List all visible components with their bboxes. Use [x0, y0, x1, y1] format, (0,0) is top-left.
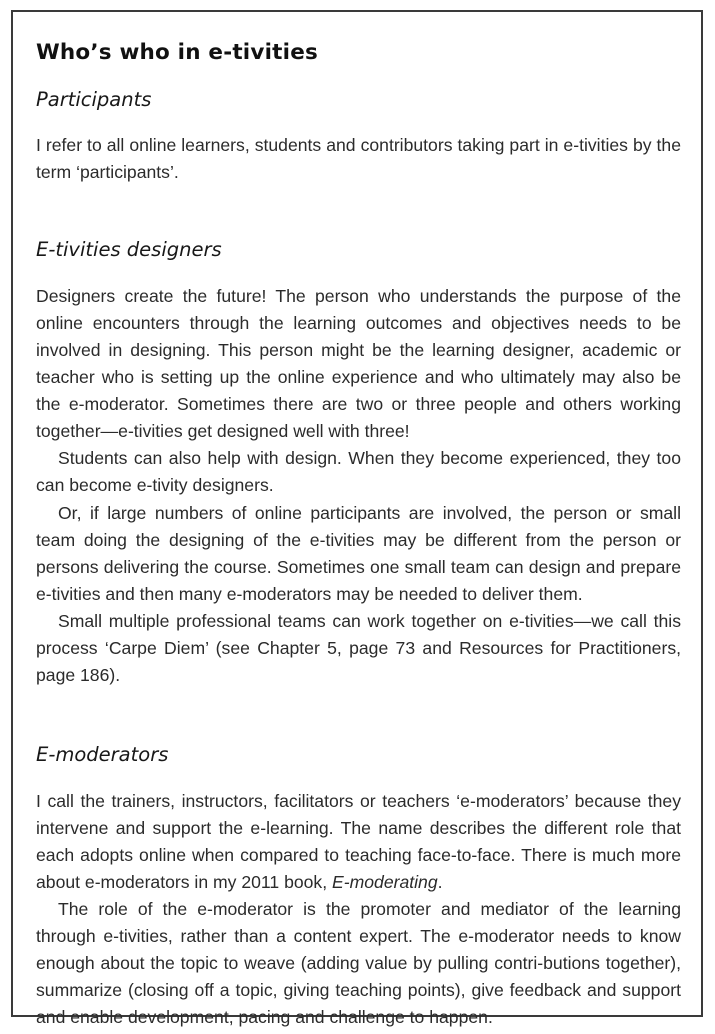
paragraph: The role of the e-moderator is the promoter and mediator of the learning through e-tivities, rather than a content expert. The e-moderator needs to know enough about the topic to weave (adding value by pulling contri-butions together), summarize (closing off a topic, giving teaching points), give feedback and support and enable development, pacing and challenge to happen. [36, 898, 681, 1028]
section-heading-etivities-designers: E-tivities designers [36, 238, 222, 262]
paragraph-text: I call the trainers, instructors, facilitators or teachers ‘e-moderators’ because they intervene and support the e-learning. The name describes the different role that each adopts online when compared to teaching face-to-face. There is much more about e-moderators in my 2011 book, [36, 790, 681, 892]
section-heading-emoderators: E-moderators [36, 743, 169, 767]
paragraph: Designers create the future! The person who understands the purpose of the online encounters through the learning outcomes and objectives needs to be involved in designing. This person might be the learning designer, academic or teacher who is setting up the online experience and who ultimately may also be the e-moderator. Sometimes there are two or three people and others working together—e-tivities get designed well with three! [36, 285, 681, 442]
page-frame [11, 10, 703, 1028]
sentence-terminator: . [437, 871, 443, 892]
paragraph: Small multiple professional teams can work together on e-tivities—we call this process ‘Carpe Diem’ (see Chapter 5, page 73 and Resources for Practitioners, page 186). [36, 610, 681, 686]
paragraph: Students can also help with design. When they become experienced, they too can become e-tivity designers. [36, 448, 681, 496]
paragraph: I refer to all online learners, students and contributors taking part in e-tivities by the term ‘participants’. [36, 135, 681, 183]
page-body [13, 12, 701, 1031]
section-heading-participants: Participants [36, 87, 152, 111]
book-title-italic: E-moderating [332, 871, 438, 892]
page-title: Who’s who in e-tivities [36, 40, 318, 65]
paragraph [36, 788, 681, 896]
paragraph: Or, if large numbers of online participants are involved, the person or small team doing the designing of the e-tivities may be different from the person or persons delivering the course. Sometimes one small team can design and prepare e-tivities and then many e-moderators may be needed to deliver them. [36, 502, 681, 604]
